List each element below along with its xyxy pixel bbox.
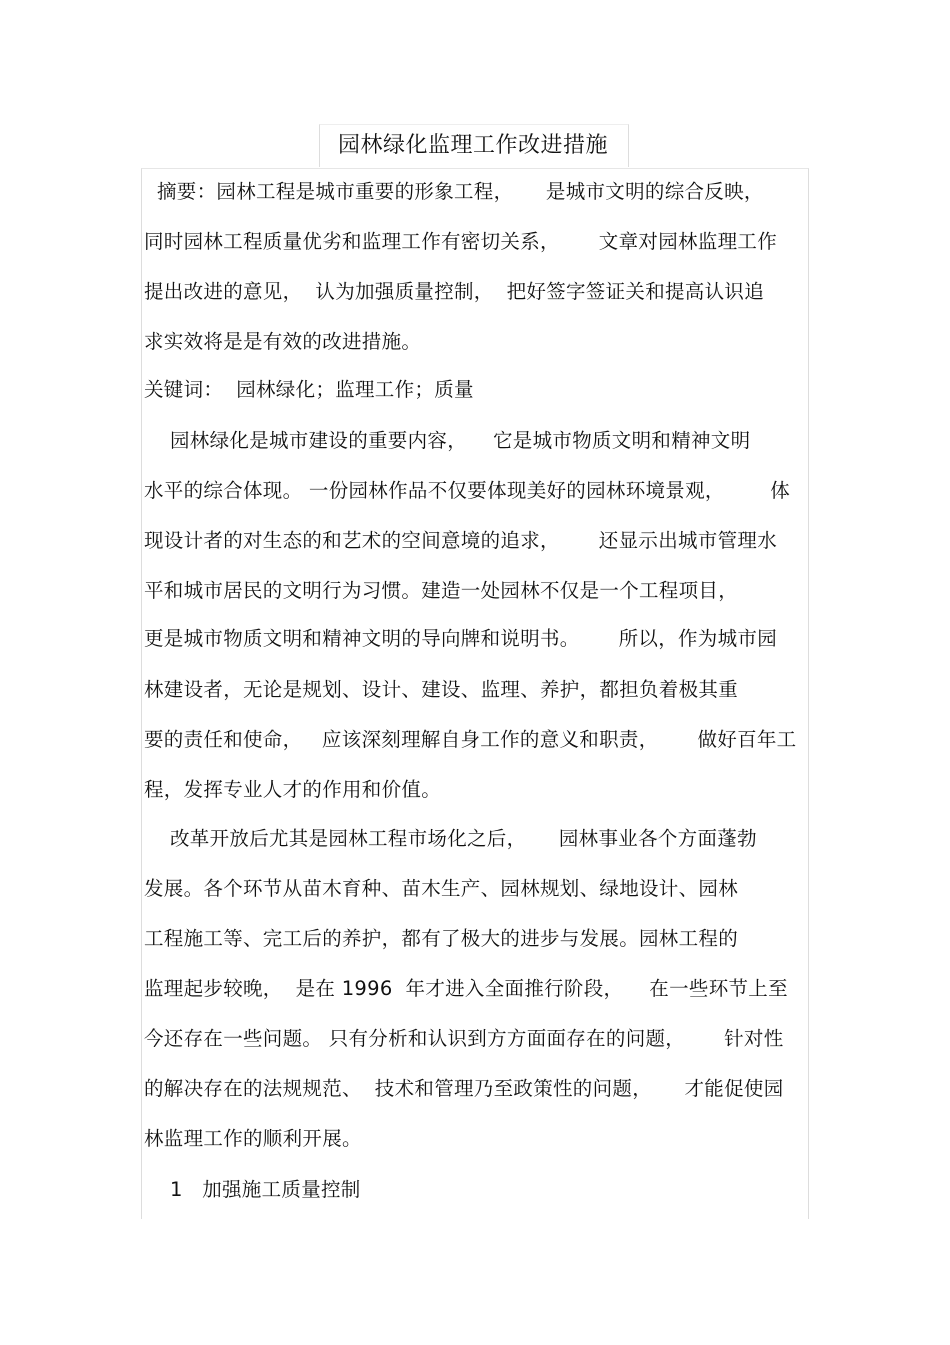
paragraph-line: 现设计者的对生态的和艺术的空间意境的追求， 还显示出城市管理水 xyxy=(144,529,777,552)
abstract-line: 提出改进的意见， 认为加强质量控制， 把好签字签证关和提高认识追 xyxy=(144,280,764,303)
paragraph-line: 平和城市居民的文明行为习惯。建造一处园林不仅是一个工程项目， xyxy=(144,579,739,602)
paragraph-line: 更是城市物质文明和精神文明的导向牌和说明书。 所以，作为城市园 xyxy=(144,627,777,650)
paragraph-line: 改革开放后尤其是园林工程市场化之后， 园林事业各个方面蓬勃 xyxy=(144,827,757,850)
paragraph-line: 水平的综合体现。 一份园林作品不仅要体现美好的园林环境景观， 体 xyxy=(144,479,790,502)
paragraph-line: 要的责任和使命， 应该深刻理解自身工作的意义和职责， 做好百年工 xyxy=(144,728,797,751)
abstract-line: 摘要：园林工程是城市重要的形象工程， 是城市文明的综合反映， xyxy=(144,180,764,203)
paragraph-line: 的解决存在的法规规范、 技术和管理乃至政策性的问题， 才能促使园 xyxy=(144,1077,784,1100)
section-heading: 1 加强施工质量控制 xyxy=(144,1178,361,1201)
paragraph-line: 今还存在一些问题。 只有分析和认识到方方面面存在的问题， 针对性 xyxy=(144,1027,784,1050)
paragraph-line: 林建设者，无论是规划、设计、建设、监理、养护，都担负着极其重 xyxy=(144,678,739,701)
paragraph-line: 程，发挥专业人才的作用和价值。 xyxy=(144,778,442,801)
paragraph-line: 林监理工作的顺利开展。 xyxy=(144,1127,362,1150)
keywords-line: 关键词： 园林绿化；监理工作；质量 xyxy=(144,378,474,401)
paragraph-line: 园林绿化是城市建设的重要内容， 它是城市物质文明和精神文明 xyxy=(144,429,751,452)
abstract-line: 求实效将是是有效的改进措施。 xyxy=(144,330,422,353)
paragraph-line: 监理起步较晚， 是在 1996 年才进入全面推行阶段， 在一些环节上至 xyxy=(144,977,788,1000)
document-title: 园林绿化监理工作改进措施 xyxy=(337,133,608,158)
paragraph-line: 发展。各个环节从苗木育种、苗木生产、园林规划、绿地设计、园林 xyxy=(144,877,739,900)
abstract-line: 同时园林工程质量优劣和监理工作有密切关系， 文章对园林监理工作 xyxy=(144,230,777,253)
paragraph-line: 工程施工等、完工后的养护，都有了极大的进步与发展。园林工程的 xyxy=(144,927,739,950)
